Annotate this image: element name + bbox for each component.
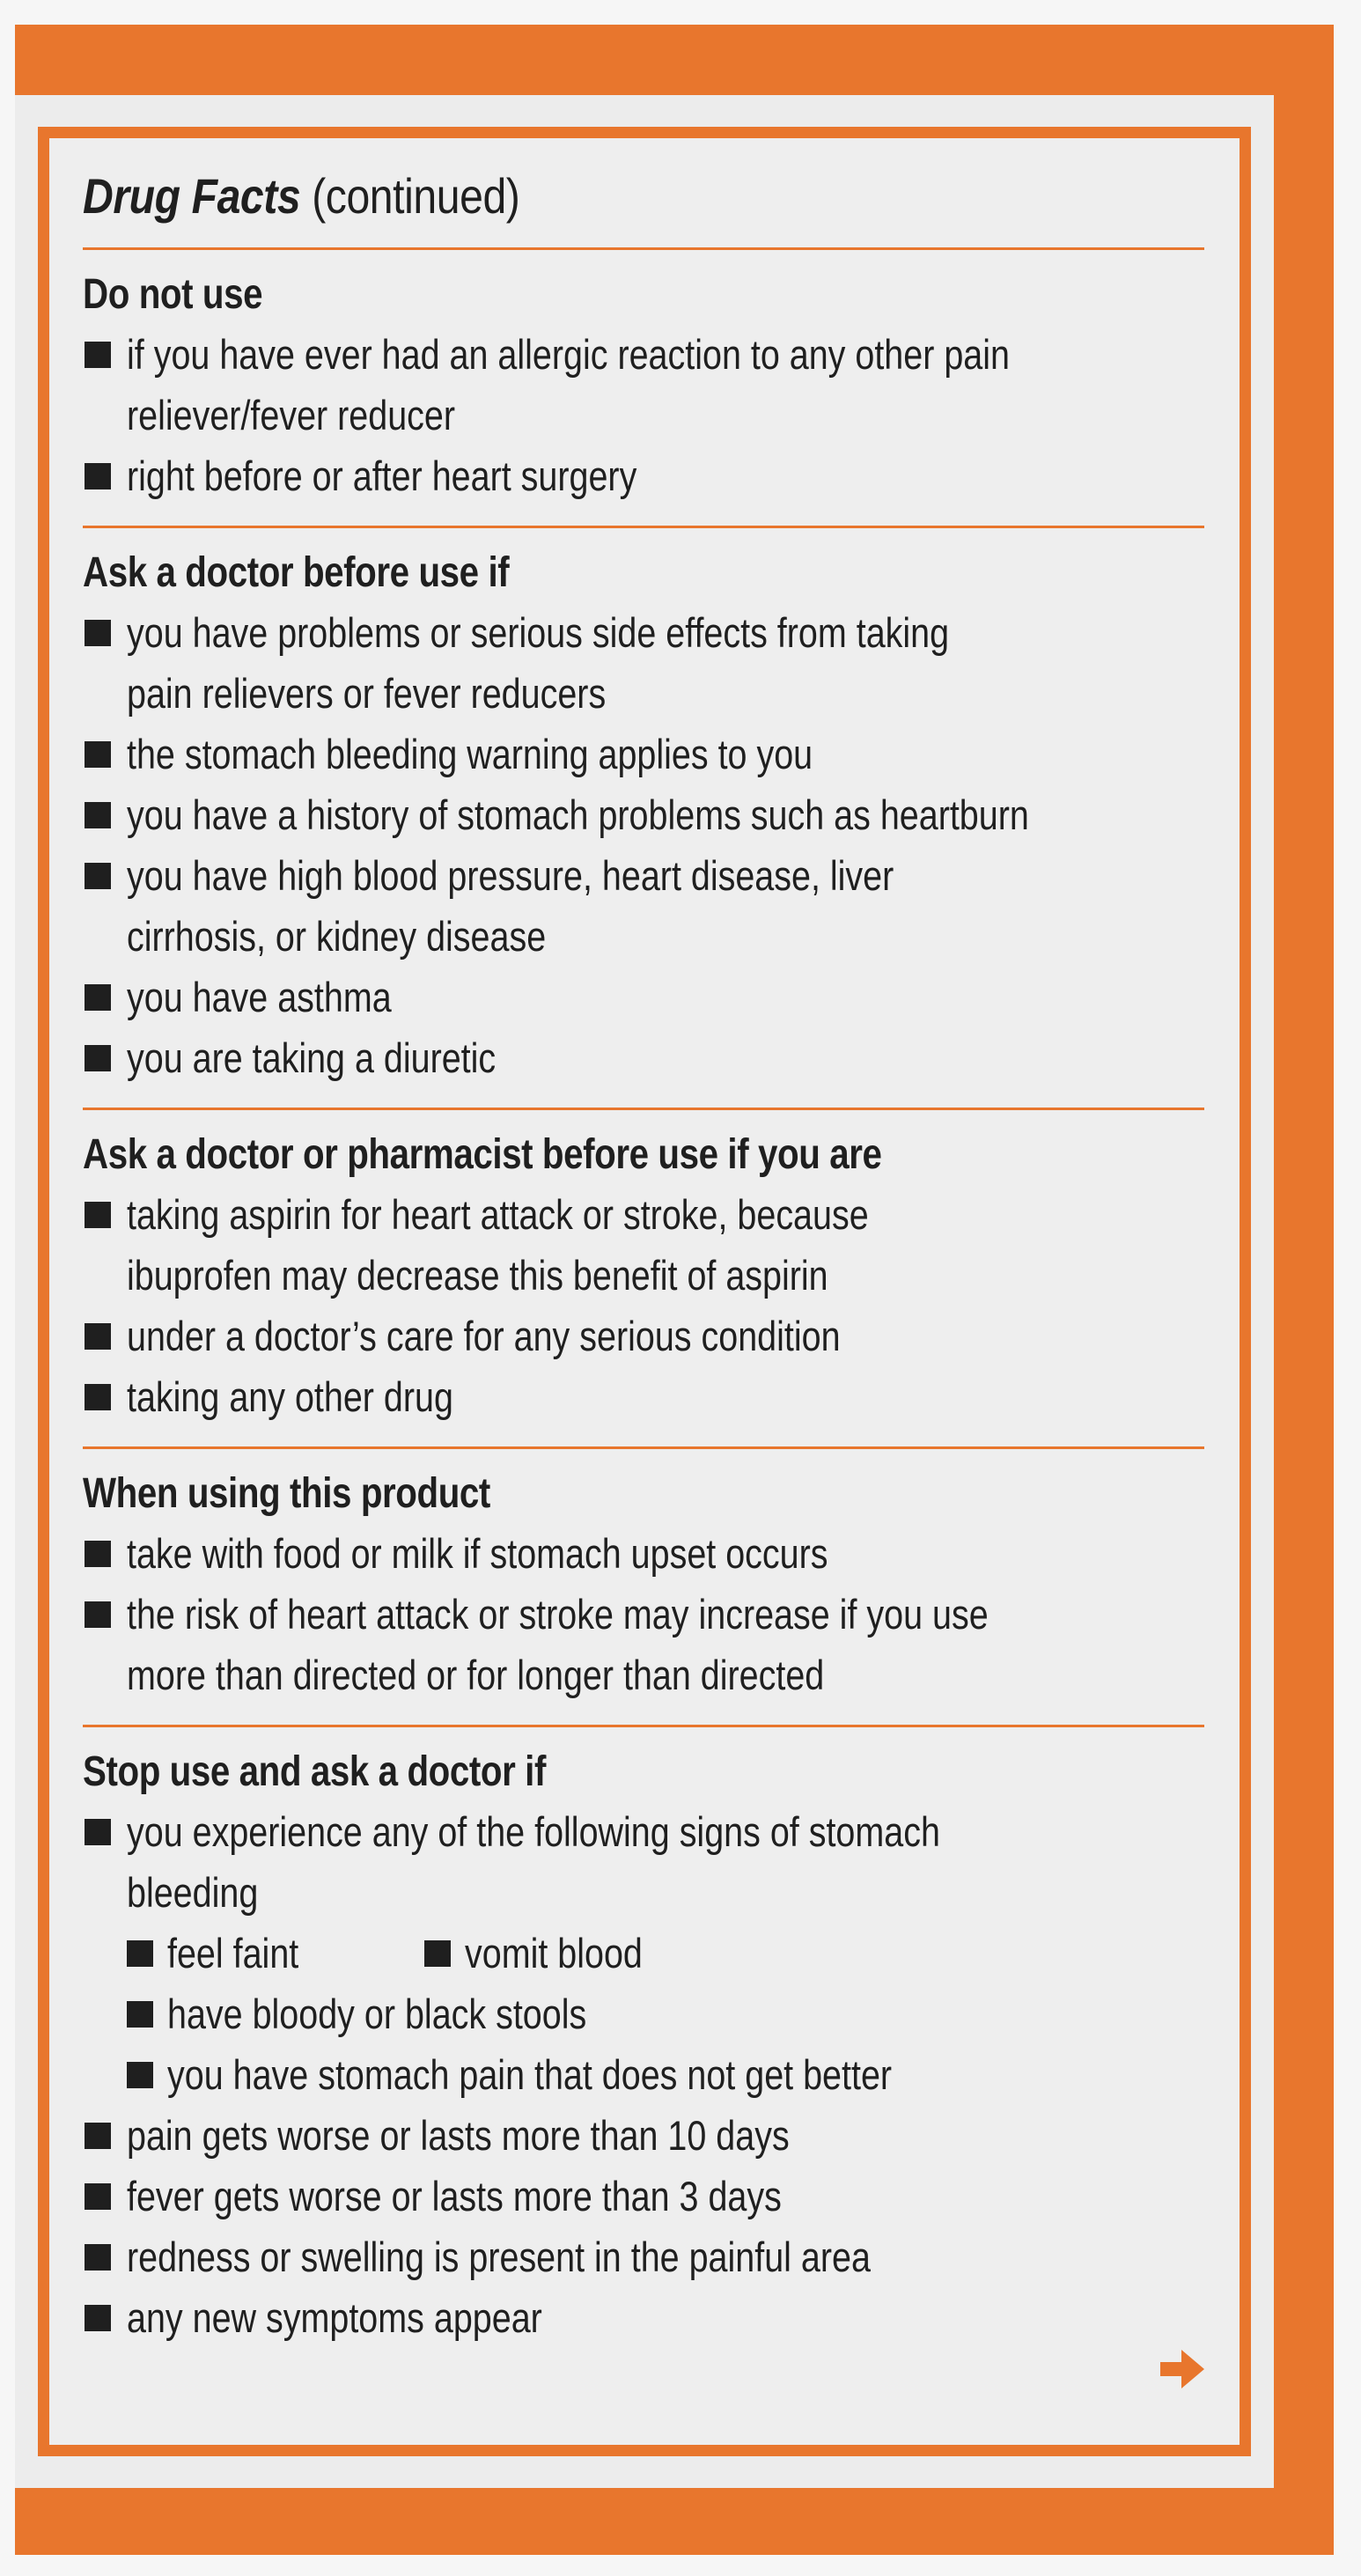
list-item-line: fever gets worse or lasts more than 3 days [127,2173,782,2219]
square-bullet-icon [85,620,111,646]
bullet-list [83,1523,1204,1705]
square-bullet-icon [85,1819,111,1845]
list-item-line: you have a history of stomach problems such as heartburn [127,791,1029,838]
list-item-line: reliever/fever reducer [127,392,456,438]
list-item-line: you experience any of the following signs of stomach [127,1808,940,1855]
section-do-not-use [83,266,1204,506]
sub-item-text: you have stomach pain that does not get better [167,2051,893,2098]
section-divider [83,247,1204,250]
list-item-line: any new symptoms appear [127,2294,542,2341]
section-divider [83,526,1204,528]
list-item-line: you have high blood pressure, heart disease, liver [127,852,894,899]
square-bullet-icon [85,741,111,768]
list-item [83,1306,1204,1366]
section-heading: Stop use and ask a doctor if [83,1748,546,1795]
sub-item-text: feel faint [167,1930,299,1976]
section-divider [83,1108,1204,1110]
list-item [83,1523,1204,1584]
frame-light-band-top [15,95,1274,127]
title-continued: (continued) [300,168,520,224]
title-bold: Drug Facts [83,168,301,224]
list-item-line: redness or swelling is present in the painful area [127,2234,871,2280]
section-divider [83,1446,1204,1449]
list-item-line: you are taking a diuretic [127,1034,497,1081]
list-item-line: cirrhosis, or kidney disease [127,913,547,960]
section-stop-use [83,1743,1204,2348]
bullet-list [83,1801,1204,1923]
sub-row [127,1923,1204,1984]
list-item [83,1366,1204,1427]
sub-list-item [424,1923,676,1984]
square-bullet-icon [85,1601,111,1628]
bullet-list [83,324,1204,506]
list-item [83,445,1204,506]
list-item-line: take with food or milk if stomach upset occurs [127,1530,828,1577]
list-item [83,1184,1204,1306]
list-item-line: taking any other drug [127,1373,453,1420]
list-item [83,784,1204,845]
sub-row [127,2044,1204,2105]
list-item-line: pain relievers or fever reducers [127,670,607,717]
list-item [83,724,1204,784]
section-when-using [83,1465,1204,1705]
square-bullet-icon [85,2123,111,2149]
sub-bullet-list [83,1923,1204,2105]
list-item-line: the risk of heart attack or stroke may increase if you use [127,1591,989,1638]
section-heading: Do not use [83,271,263,318]
section-ask-doctor [83,544,1204,1088]
list-item [83,2226,1204,2287]
square-bullet-icon [85,463,111,489]
square-bullet-icon [127,2001,153,2028]
list-item [83,1801,1204,1923]
square-bullet-icon [85,1323,111,1350]
list-item [83,1584,1204,1705]
square-bullet-icon [85,2244,111,2271]
list-item-line: pain gets worse or lasts more than 10 days [127,2112,790,2159]
sub-list-item [127,2044,1030,2105]
square-bullet-icon [85,1384,111,1410]
list-item [83,2105,1204,2166]
list-item-line: under a doctor’s care for any serious condition [127,1313,841,1359]
list-item-line: bleeding [127,1869,259,1916]
square-bullet-icon [85,802,111,828]
square-bullet-icon [85,1202,111,1228]
sub-list-item [127,1984,666,2044]
list-item [83,602,1204,724]
section-divider [83,1725,1204,1727]
frame-light-band-left [15,95,38,2488]
square-bullet-icon [424,1940,451,1967]
section-heading: Ask a doctor before use if [83,549,510,596]
list-item-line: you have problems or serious side effects from taking [127,609,950,656]
square-bullet-icon [85,984,111,1011]
list-item [83,1027,1204,1088]
section-ask-pharmacist [83,1126,1204,1427]
bullet-list [83,1184,1204,1427]
list-item-line: more than directed or for longer than directed [127,1652,825,1698]
square-bullet-icon [127,2062,153,2088]
list-item [83,845,1204,967]
frame-light-band-bottom [15,2456,1274,2488]
list-item [83,2166,1204,2226]
section-heading: Ask a doctor or pharmacist before use if you are [83,1131,882,1178]
square-bullet-icon [127,1940,153,1967]
list-item-line: right before or after heart surgery [127,453,637,499]
square-bullet-icon [85,1045,111,1071]
list-item-line: the stomach bleeding warning applies to you [127,731,813,777]
square-bullet-icon [85,2305,111,2331]
drug-facts-panel [49,138,1240,2445]
sub-row [127,1984,1204,2044]
square-bullet-icon [85,2183,111,2210]
list-item-line: ibuprofen may decrease this benefit of aspirin [127,1252,828,1299]
sub-item-text: vomit blood [465,1930,643,1976]
list-item-line: taking aspirin for heart attack or stroke, because [127,1191,869,1238]
bullet-list [83,2105,1204,2348]
list-item-line: you have asthma [127,974,392,1020]
page-title [83,165,1048,228]
list-item-line: if you have ever had an allergic reaction to any other pain [127,331,1010,378]
list-item [83,2287,1204,2348]
sub-list-item [127,1923,324,1984]
bullet-list [83,602,1204,1088]
square-bullet-icon [85,342,111,368]
square-bullet-icon [85,1541,111,1567]
list-item [83,967,1204,1027]
section-heading: When using this product [83,1470,490,1517]
list-item [83,324,1204,445]
square-bullet-icon [85,863,111,889]
frame-light-band-right [1251,95,1274,2488]
arrow-right-icon [1160,2350,1204,2388]
sub-item-text: have bloody or black stools [167,1991,587,2037]
